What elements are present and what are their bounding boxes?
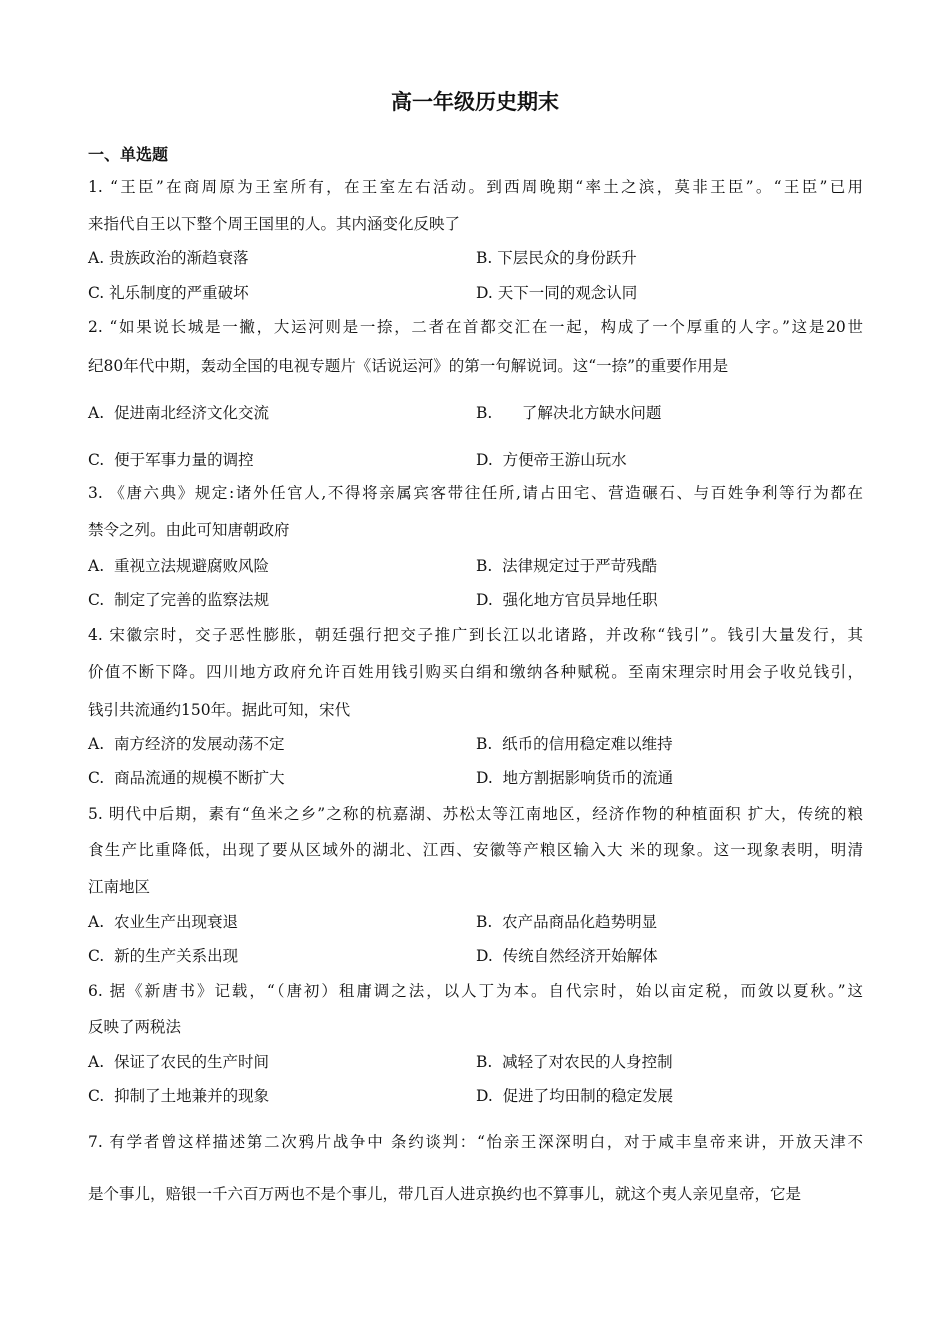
question-4-option-c: C. 商品流通的规模不断扩大 <box>88 769 285 787</box>
question-7-stem-line: 7. 有学者曾这样描述第二次鸦片战争中 条约谈判：“怡亲王深深明白，对于咸丰皇帝来讲，开放天津不 <box>88 1133 863 1151</box>
question-3-option-c: C. 制定了完善的监察法规 <box>88 591 270 609</box>
question-6-option-c: C. 抑制了土地兼并的现象 <box>88 1087 270 1105</box>
question-6-option-b: B. 减轻了对农民的人身控制 <box>476 1053 673 1071</box>
page-title: 高一年级历史期末 <box>391 90 559 114</box>
question-5-option-b: B. 农产品商品化趋势明显 <box>476 913 658 931</box>
question-1-option-c: C. 礼乐制度的严重破坏 <box>88 284 249 302</box>
question-3-option-a: A. 重视立法规避腐败风险 <box>88 557 269 575</box>
question-2-option-a: A. 促进南北经济文化交流 <box>88 404 269 422</box>
question-2-option-c: C. 便于军事力量的调控 <box>88 451 254 469</box>
question-1-stem-line: 来指代自王以下整个周王国里的人。其内涵变化反映了 <box>88 215 461 233</box>
question-7-stem-line: 是个事儿，赔银一千六百万两也不是个事儿，带几百人进京换约也不算事儿，就这个夷人亲见皇帝，它是 <box>88 1185 802 1203</box>
question-2-option-d: D. 方便帝王游山玩水 <box>476 451 627 469</box>
question-4-stem-line: 4. 宋徽宗时，交子恶性膨胀，朝廷强行把交子推广到长江以北诸路，并改称“钱引”。钱引大量发行，其 <box>88 626 863 644</box>
question-3-option-b: B. 法律规定过于严苛残酷 <box>476 557 658 575</box>
question-1-option-d: D. 天下一同的观念认同 <box>476 284 638 302</box>
question-3-stem-line: 禁令之列。由此可知唐朝政府 <box>88 521 290 539</box>
question-4-stem-line: 价值不断下降。四川地方政府允许百姓用钱引购买白绢和缴纳各种赋税。至南宋理宗时用会子收兑钱引， <box>88 663 863 681</box>
question-4-option-b: B. 纸币的信用稳定难以维持 <box>476 735 673 753</box>
question-2-stem-line: 纪80年代中期，轰动全国的电视专题片《话说运河》的第一句解说词。这“一捺”的重要作用是 <box>88 357 729 375</box>
question-1-stem-line: 1. “王臣”在商周原为王室所有，在王室左右活动。到西周晚期“率土之滨，莫非王臣”。“王臣”已用 <box>88 178 863 196</box>
question-5-stem-line: 5. 明代中后期，素有“鱼米之乡”之称的杭嘉湖、苏松太等江南地区，经济作物的种植面积 扩大，传统的粮 <box>88 805 863 823</box>
question-5-stem-line: 食生产比重降低，出现了要从区域外的湖北、江西、安徽等产粮区输入大 米的现象。这一现象表明，明清 <box>88 841 863 859</box>
question-5-stem-line: 江南地区 <box>88 878 151 896</box>
question-5-option-d: D. 传统自然经济开始解体 <box>476 947 658 965</box>
section-heading: 一、单选题 <box>88 145 169 164</box>
question-4-option-a: A. 南方经济的发展动荡不定 <box>88 735 285 753</box>
question-3-stem-line: 3. 《唐六典》规定:诸外任官人,不得将亲属宾客带往任所,请占田宅、营造碾石、与百姓争利等行为都在 <box>88 484 863 502</box>
question-6-stem-line: 反映了两税法 <box>88 1018 182 1036</box>
question-3-option-d: D. 强化地方官员异地任职 <box>476 591 658 609</box>
question-2-stem-line: 2. “如果说长城是一撇，大运河则是一捺，二者在首都交汇在一起，构成了一个厚重的人字。”这是20世 <box>88 318 863 336</box>
question-5-option-a: A. 农业生产出现衰退 <box>88 913 238 931</box>
question-6-stem-line: 6. 据《新唐书》记载，“（唐初）租庸调之法，以人丁为本。自代宗时，始以亩定税，而敛以夏秋。”这 <box>88 982 863 1000</box>
question-5-option-c: C. 新的生产关系出现 <box>88 947 239 965</box>
question-6-option-a: A. 保证了农民的生产时间 <box>88 1053 269 1071</box>
question-4-stem-line: 钱引共流通约150年。据此可知，宋代 <box>88 701 351 719</box>
question-6-option-d: D. 促进了均田制的稳定发展 <box>476 1087 674 1105</box>
question-1-option-a: A. 贵族政治的渐趋衰落 <box>88 249 249 267</box>
question-2-option-b: B. 了解决北方缺水问题 <box>476 404 662 422</box>
question-1-option-b: B. 下层民众的身份跃升 <box>476 249 637 267</box>
question-4-option-d: D. 地方割据影响货币的流通 <box>476 769 674 787</box>
